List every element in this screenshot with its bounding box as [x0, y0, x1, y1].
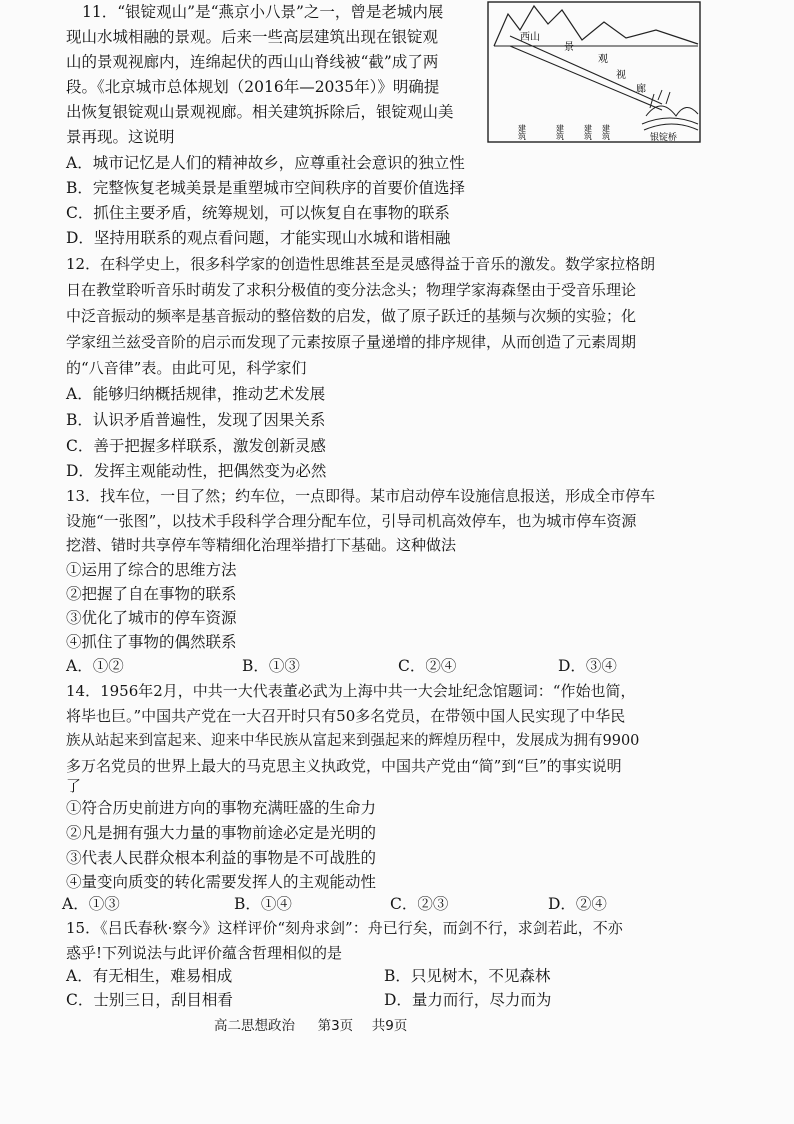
building-label: 建筑 — [517, 124, 527, 140]
q14-item: ④量变向质变的转化需要发挥人的主观能动性 — [66, 873, 377, 891]
corridor-char: 廊 — [636, 84, 646, 95]
q13-option: B．①③ — [242, 657, 300, 675]
q11-option: A．城市记忆是人们的精神故乡，应尊重社会意识的独立性 — [66, 154, 465, 172]
q15-option: C．士别三日，刮目相看 — [66, 991, 233, 1009]
q11-stem-line: 出恢复银锭观山景观视廊。相关建筑拆除后，银锭观山美 — [66, 103, 454, 121]
q14-option: A．①③ — [62, 895, 120, 913]
q14-stem-line: 14．1956年2月，中共一大代表董必武为上海中共一大会址纪念馆题词：“作始也简， — [66, 682, 636, 700]
corridor-char: 观 — [598, 54, 608, 65]
q13-stem-line: 13．找车位，一目了然；约车位，一点即得。某市启动停车设施信息报送，形成全市停车 — [66, 487, 656, 505]
q11-stem-line: 山的景观视廊内，连绵起伏的西山山脊线被“截”成了两 — [66, 53, 439, 71]
q15-option: B．只见树木，不见森林 — [384, 967, 551, 985]
q13-item: ④抓住了事物的偶然联系 — [66, 633, 237, 651]
corridor-char: 景 — [564, 42, 574, 53]
q12-stem-line: 中泛音振动的频率是基音振动的整倍数的启发，做了原子跃迁的基频与次频的实验；化 — [66, 307, 637, 325]
corridor-char: 视 — [616, 70, 626, 81]
q11-stem-line: 段。《北京城市总体规划（2016年—2035年）》明确提 — [66, 78, 440, 96]
q15-stem-line: 惑乎!下列说法与此评价蕴含哲理相似的是 — [66, 944, 343, 962]
footer-subject: 高二思想政治 — [214, 1018, 295, 1034]
q13-item: ①运用了综合的思维方法 — [66, 561, 237, 579]
q14-stem-line: 族从站起来到富起来、迎来中华民族从富起来到强起来的辉煌历程中，发展成为拥有9900 — [66, 733, 640, 749]
q12-stem-line: 日在教堂聆听音乐时萌发了求积分极值的变分法念头；物理学家海森堡由于受音乐理论 — [66, 281, 637, 299]
q11-option: B．完整恢复老城美景是重塑城市空间秩序的首要价值选择 — [66, 179, 465, 197]
q15-option: D．量力而行，尽力而为 — [384, 991, 552, 1009]
building-label: 建筑 — [583, 124, 593, 140]
q14-stem-line: 多万名党员的世界上最大的马克思主义执政党，中国共产党由“简”到“巨”的事实说明 — [66, 757, 622, 775]
q11-option: D．坚持用联系的观点看问题，才能实现山水城和谐相融 — [66, 229, 451, 247]
q11-stem-line: 景再现。这说明 — [66, 128, 175, 146]
q13-item: ②把握了自在事物的联系 — [66, 585, 237, 603]
q12-stem-line: 12．在科学史上，很多科学家的创造性思维甚至是灵感得益于音乐的激发。数学家拉格朗 — [66, 255, 656, 273]
silver-ingot-view-corridor-figure — [486, 0, 704, 146]
q12-stem-line: 的“八音律”表。由此可见，科学家们 — [66, 359, 307, 377]
q11-stem-line: 11．“银锭观山”是“燕京小八景”之一，曾是老城内展 — [82, 3, 444, 21]
q14-option: D．②④ — [548, 895, 607, 913]
q14-stem-line: 将毕也巨。”中国共产党在一大召开时只有50多名党员，在带领中国人民实现了中华民 — [66, 707, 626, 725]
q12-option: B．认识矛盾普遍性，发现了因果关系 — [66, 411, 326, 429]
q11-stem-line: 现山水城相融的景观。后来一些高层建筑出现在银锭观 — [66, 28, 439, 46]
mountain-label: 西山 — [520, 32, 540, 43]
q15-stem-line: 15．《吕氏春秋·察今》这样评价“刻舟求剑”：舟已行矣，而剑不行，求剑若此，不亦 — [66, 919, 623, 937]
figure-frame — [488, 2, 700, 142]
q13-option: A．①② — [66, 657, 124, 675]
q13-stem-line: 挖潜、错时共享停车等精细化治理举措打下基础。这种做法 — [66, 536, 457, 554]
footer-page-number: 第3页 — [317, 1018, 354, 1034]
q15-option: A．有无相生，难易相成 — [66, 967, 233, 985]
q13-option: D．③④ — [558, 657, 617, 675]
q14-option: C．②③ — [390, 895, 449, 913]
q12-stem-line: 学家纽兰兹受音阶的启示而发现了元素按原子量递增的排序规律，从而创造了元素周期 — [66, 333, 637, 351]
q14-item: ③代表人民群众根本利益的事物是不可战胜的 — [66, 849, 377, 867]
bridge-label: 银锭桥 — [650, 133, 678, 143]
page-footer — [214, 1014, 407, 1034]
q12-option: D．发挥主观能动性，把偶然变为必然 — [66, 462, 327, 480]
q13-item: ③优化了城市的停车资源 — [66, 609, 237, 627]
bridge-drawing — [642, 90, 698, 130]
q12-option: A．能够归纳概括规律，推动艺术发展 — [66, 385, 326, 403]
q14-item: ①符合历史前进方向的事物充满旺盛的生命力 — [66, 799, 377, 817]
q14-option: B．①④ — [234, 895, 292, 913]
q14-stem-line: 了 — [66, 777, 82, 795]
building-label: 建筑 — [601, 124, 611, 140]
q13-stem-line: 设施“一张图”，以技术手段科学合理分配车位，引导司机高效停车，也为城市停车资源 — [66, 512, 637, 530]
q11-option: C．抓住主要矛盾，统筹规划，可以恢复自在事物的联系 — [66, 204, 450, 222]
sight-line-lower — [510, 46, 662, 110]
q13-option: C．②④ — [398, 657, 457, 675]
footer-total-pages: 共9页 — [371, 1018, 408, 1034]
q12-option: C．善于把握多样联系，激发创新灵感 — [66, 437, 326, 455]
q14-item: ②凡是拥有强大力量的事物前途必定是光明的 — [66, 824, 377, 842]
building-label: 建筑 — [555, 124, 565, 140]
